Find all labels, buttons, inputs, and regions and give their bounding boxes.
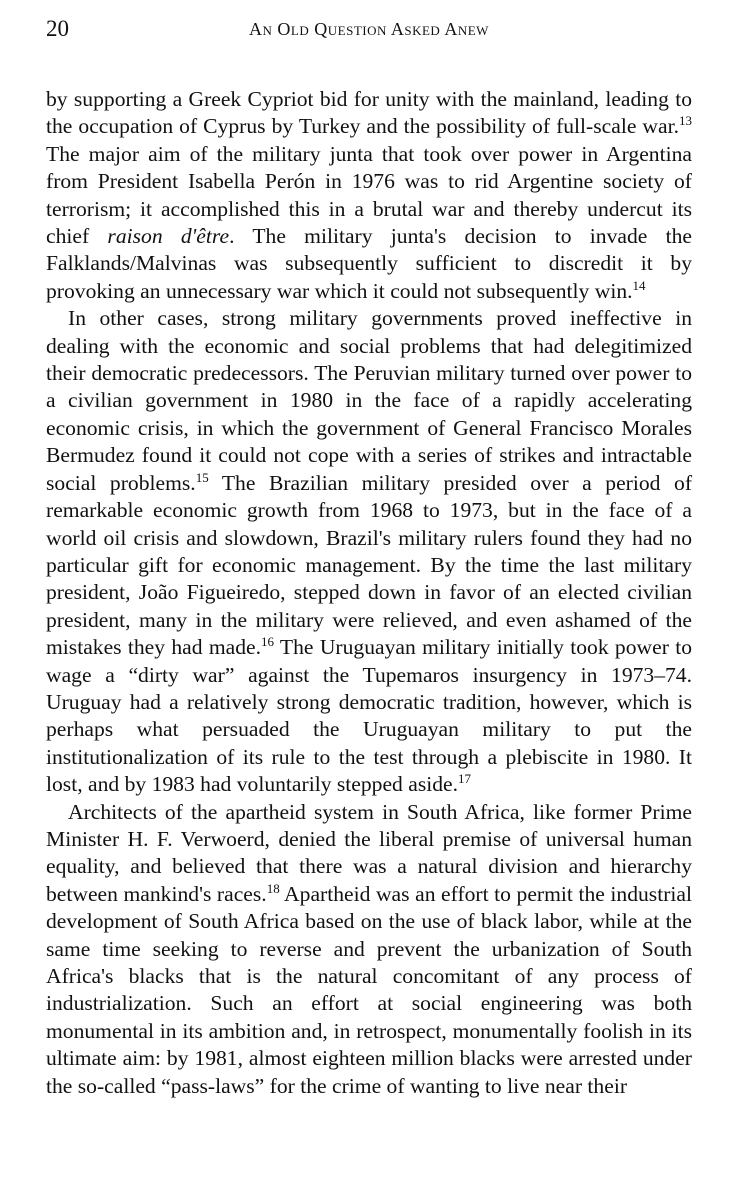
page-number: 20	[46, 16, 69, 41]
footnote-marker: 16	[261, 633, 275, 649]
footnote-marker: 18	[266, 880, 280, 896]
page-header	[46, 14, 692, 44]
body-text	[46, 86, 692, 1100]
footnote-marker: 17	[458, 770, 472, 786]
text-run: by supporting a Greek Cypriot bid for unity with the mainland, leading to the occupation of Cyprus by Turkey and the possibility of full-scale war.	[46, 87, 692, 139]
footnote-marker: 15	[195, 469, 209, 485]
text-run: Architects of the apartheid system in South Africa, like former Prime Minister H. F. Verwoerd, denied the liberal premise of universal human equality, and believed that there was a natural division and hierarchy between mankind's races.	[46, 799, 692, 906]
text-run: In other cases, strong military governments proved ineffective in dealing with the economic and social problems that had delegitimized their democratic predecessors. The Peruvian military turned over power to a civilian government in 1980 in the face of a rapidly accelerating economic crisis, in which the government of General Francisco Morales Bermudez found it could not cope with a series of strikes and intractable social problems.	[46, 306, 692, 495]
italic-phrase: raison d'être	[107, 224, 230, 249]
running-title: An Old Question Asked Anew	[249, 19, 489, 39]
footnote-marker: 14	[632, 277, 646, 293]
footnote-marker: 13	[679, 113, 692, 129]
paragraph	[46, 305, 692, 798]
text-run: The Uruguayan military initially took power to wage a “dirty war” against the Tupemaros insurgency in 1973–74. Uruguay had a relatively strong democratic tradition, however, which is perhaps what persuaded the Uruguayan military to put the institutionalization of its rule to the test through a plebiscite in 1980. It lost, and by 1983 had voluntarily stepped aside.	[46, 635, 692, 797]
text-run: The Brazilian military presided over a period of remarkable economic growth from 1968 to 1973, but in the face of a world oil crisis and slowdown, Brazil's military rulers found they had no particular gift for economic management. By the time the last military president, João Figueiredo, stepped down in favor of an elected civilian president, many in the military were relieved, and even ashamed of the mistakes they had made.	[46, 470, 693, 660]
paragraph	[46, 86, 692, 305]
text-run: The major aim of the military junta that took over power in Argentina from President Isabella Perón in 1976 was to rid Argentine society of terrorism; it accomplished this in a brutal war and thereby undercut its chief	[46, 141, 692, 249]
text-run: Apartheid was an effort to permit the industrial development of South Africa based on the use of black labor, while at the same time seeking to reverse and prevent the urbanization of South Africa's blacks that is the natural concomitant of any process of industrialization. Such an effort at social engineering was both monumental in its ambition and, in retrospect, monumentally foolish in its ultimate aim: by 1981, almost eighteen million blacks were arrested under the so-called “pass-laws” for the crime of wanting to live near their	[46, 881, 692, 1098]
text-run: . The military junta's decision to invade the Falklands/Malvinas was subsequently sufficient to discredit it by provoking an unnecessary war which it could not subsequently win.	[46, 224, 693, 303]
paragraph	[46, 799, 692, 1100]
